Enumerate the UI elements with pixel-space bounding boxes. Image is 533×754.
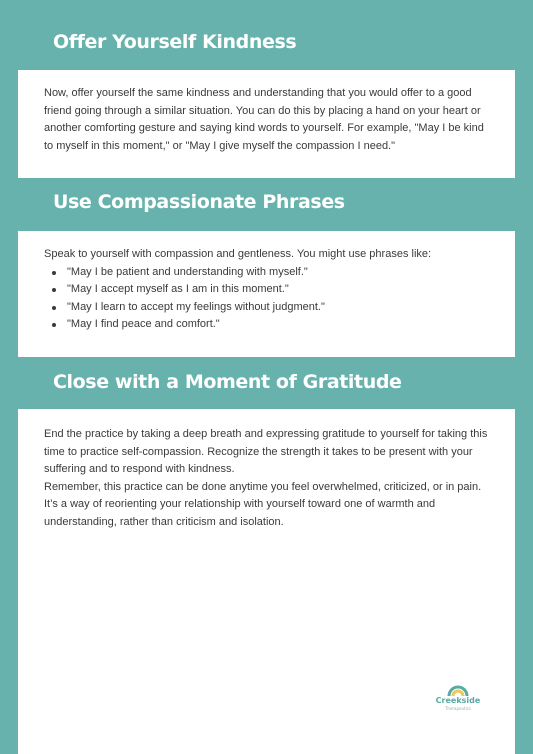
section-title-gratitude: Close with a Moment of Gratitude [53,371,402,393]
section-title-offer-kindness: Offer Yourself Kindness [53,31,297,53]
list-item: "May I find peace and comfort." [44,316,495,334]
card-compassionate-phrases [18,231,515,357]
list-item: "May I accept myself as I am in this moment." [44,281,495,299]
paragraph: Speak to yourself with compassion and gentleness. You might use phrases like: [44,248,432,260]
logo-name: Creekside [435,696,481,705]
section-title-compassionate-phrases: Use Compassionate Phrases [53,191,345,213]
phrase-list [44,264,495,334]
card-offer-kindness [18,70,515,178]
rainbow-arch-icon [447,684,469,696]
paragraph: Now, offer yourself the same kindness and understanding that you would offer to a good friend going through a similar situation. You can do this by placing a hand on your heart or another comforting gesture and saying kind words to yourself. For example, "May I be kind to myself in this moment," or "May I give myself the compassion I need." [44,87,484,152]
list-item: "May I learn to accept my feelings without judgment." [44,299,495,317]
logo [428,684,488,720]
logo-tagline: Therapeutics [444,706,472,711]
paragraph: End the practice by taking a deep breath and expressing gratitude to yourself for taking this time to practice self-compassion. Recognize the strength it takes to be present with your suffering and to respond with kindness. [44,428,488,475]
list-item: "May I be patient and understanding with myself." [44,264,495,282]
paragraph: Remember, this practice can be done anytime you feel overwhelmed, criticized, or in pain. It’s a way of reorienting your relationship with yourself toward one of warmth and understanding, rather than criticism and isolation. [44,480,482,528]
